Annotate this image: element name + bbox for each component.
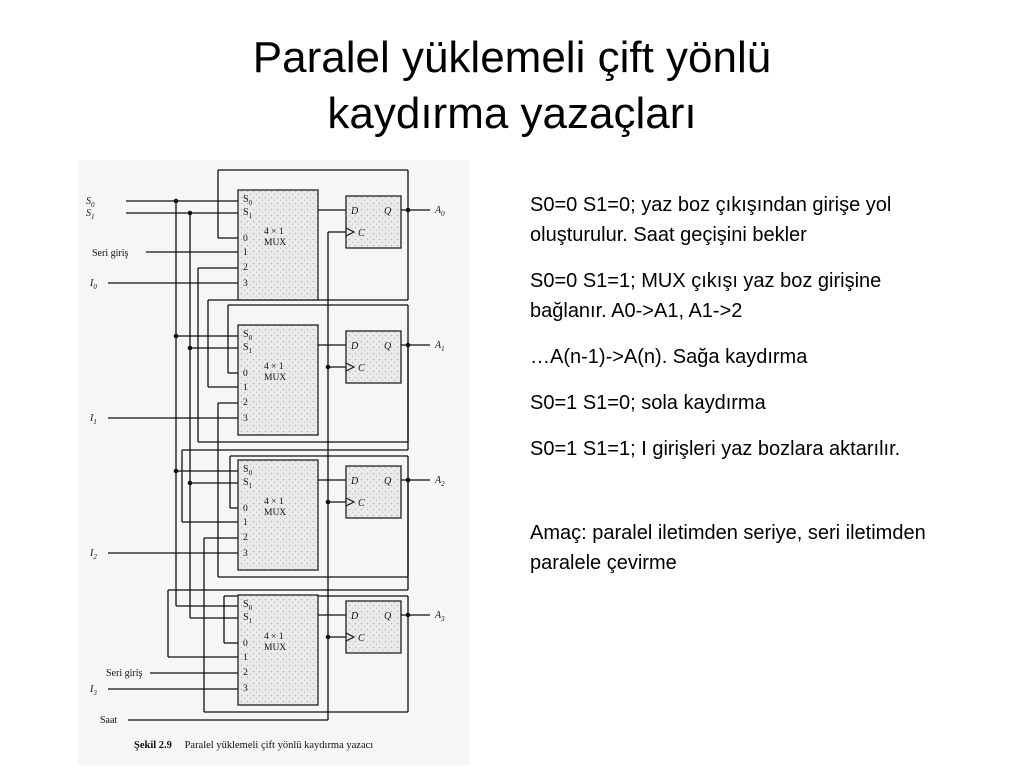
slide-title-line-2: kaydırma yazaçları [327, 89, 697, 138]
note-right-shift: …A(n-1)->A(n). Sağa kaydırma [530, 346, 808, 368]
shift-register-diagram [78, 160, 470, 765]
i0-input-label: $I_0$ [90, 278, 97, 291]
mux-input-1-label: 1 [243, 653, 248, 663]
mux-input-2-label: 2 [243, 533, 248, 543]
mux-name-line-1: 4 × 1 [264, 497, 284, 507]
s0-input-label: $S_0$ [86, 196, 95, 209]
mux-s1-label: $S_1$ [243, 207, 253, 220]
mux-input-1-label: 1 [243, 248, 248, 258]
flip-flop-block [346, 466, 401, 518]
i3-input-label: $I_3$ [90, 684, 97, 697]
mux-input-0-label: 0 [243, 234, 248, 244]
mux-name-line-2: MUX [264, 373, 287, 383]
mux-input-1-label: 1 [243, 383, 248, 393]
i1-input-label: $I_1$ [90, 413, 97, 426]
output-a3-label: $A_3$ [435, 610, 445, 623]
output-a1-label: $A_1$ [435, 340, 445, 353]
ff-d-label: D [351, 341, 359, 352]
mux-input-1-label: 1 [243, 518, 248, 528]
mux-input-3-label: 3 [243, 414, 248, 424]
i2-input-label: $I_2$ [90, 548, 97, 561]
input-labels [86, 196, 142, 726]
ff-d-label: D [351, 206, 359, 217]
s1-input-label: $S_1$ [86, 208, 95, 221]
flip-flop-block [346, 331, 401, 383]
figure-caption-text: Paralel yüklemeli çift yönlü kaydırma yazacı [184, 740, 374, 751]
flip-flop-block [346, 601, 401, 653]
register-stage-2 [238, 460, 445, 570]
mux-input-2-label: 2 [243, 263, 248, 273]
mux-input-0-label: 0 [243, 639, 248, 649]
output-a2-label: $A_2$ [435, 475, 445, 488]
circuit-svg [78, 160, 470, 765]
output-a0-label: $A_0$ [435, 205, 445, 218]
mux-name-line-1: 4 × 1 [264, 362, 284, 372]
mux-name-line-2: MUX [264, 643, 287, 653]
mux-s1-label: $S_1$ [243, 477, 253, 490]
mux-name-line-2: MUX [264, 508, 287, 518]
figure-caption-number: Şekil 2.9 [134, 740, 172, 751]
ff-c-label: C [358, 363, 365, 374]
mux-s0-label: $S_0$ [243, 329, 253, 342]
mux-input-2-label: 2 [243, 668, 248, 678]
ff-q-label: Q [384, 611, 392, 622]
note-mode-11: S0=1 S1=1; I girişleri yaz bozlara aktarılır. [530, 438, 901, 460]
ff-c-label: C [358, 633, 365, 644]
mux-name-line-1: 4 × 1 [264, 632, 284, 642]
mux-s0-label: $S_0$ [243, 599, 253, 612]
register-stage-3 [238, 595, 445, 705]
mux-name-line-1: 4 × 1 [264, 227, 284, 237]
clock-input-label: Saat [100, 715, 118, 726]
note-mode-00: S0=0 S1=0; yaz boz çıkışından girişe yol oluşturulur. Saat geçişini bekler [530, 194, 892, 246]
mux-input-0-label: 0 [243, 504, 248, 514]
flip-flop-block [346, 196, 401, 248]
mux-s0-label: $S_0$ [243, 464, 253, 477]
note-mode-10: S0=1 S1=0; sola kaydırma [530, 392, 766, 414]
serial-input-bottom-label: Seri giriş [106, 668, 143, 679]
explanation-text [530, 190, 950, 594]
mux-s1-label: $S_1$ [243, 342, 253, 355]
mux-input-3-label: 3 [243, 549, 248, 559]
ff-q-label: Q [384, 341, 392, 352]
mux-input-2-label: 2 [243, 398, 248, 408]
mux-input-0-label: 0 [243, 369, 248, 379]
ff-c-label: C [358, 498, 365, 509]
register-stages [238, 190, 445, 705]
register-stage-0 [238, 190, 445, 300]
ff-d-label: D [351, 611, 359, 622]
mux-s1-label: $S_1$ [243, 612, 253, 625]
ff-d-label: D [351, 476, 359, 487]
register-stage-1 [238, 325, 445, 435]
mux-input-3-label: 3 [243, 684, 248, 694]
serial-input-top-label: Seri giriş [92, 248, 129, 259]
note-mode-01: S0=0 S1=1; MUX çıkışı yaz boz girişine bağlanır. A0->A1, A1->2 [530, 270, 882, 322]
ff-q-label: Q [384, 206, 392, 217]
ff-c-label: C [358, 228, 365, 239]
mux-s0-label: $S_0$ [243, 194, 253, 207]
slide-title [0, 30, 1024, 142]
mux-name-line-2: MUX [264, 238, 287, 248]
mux-input-3-label: 3 [243, 279, 248, 289]
slide-title-line-1: Paralel yüklemeli çift yönlü [252, 33, 772, 82]
ff-q-label: Q [384, 476, 392, 487]
note-purpose: Amaç: paralel iletimden seriye, seri iletimden paralele çevirme [530, 522, 926, 574]
figure-caption [134, 740, 373, 751]
